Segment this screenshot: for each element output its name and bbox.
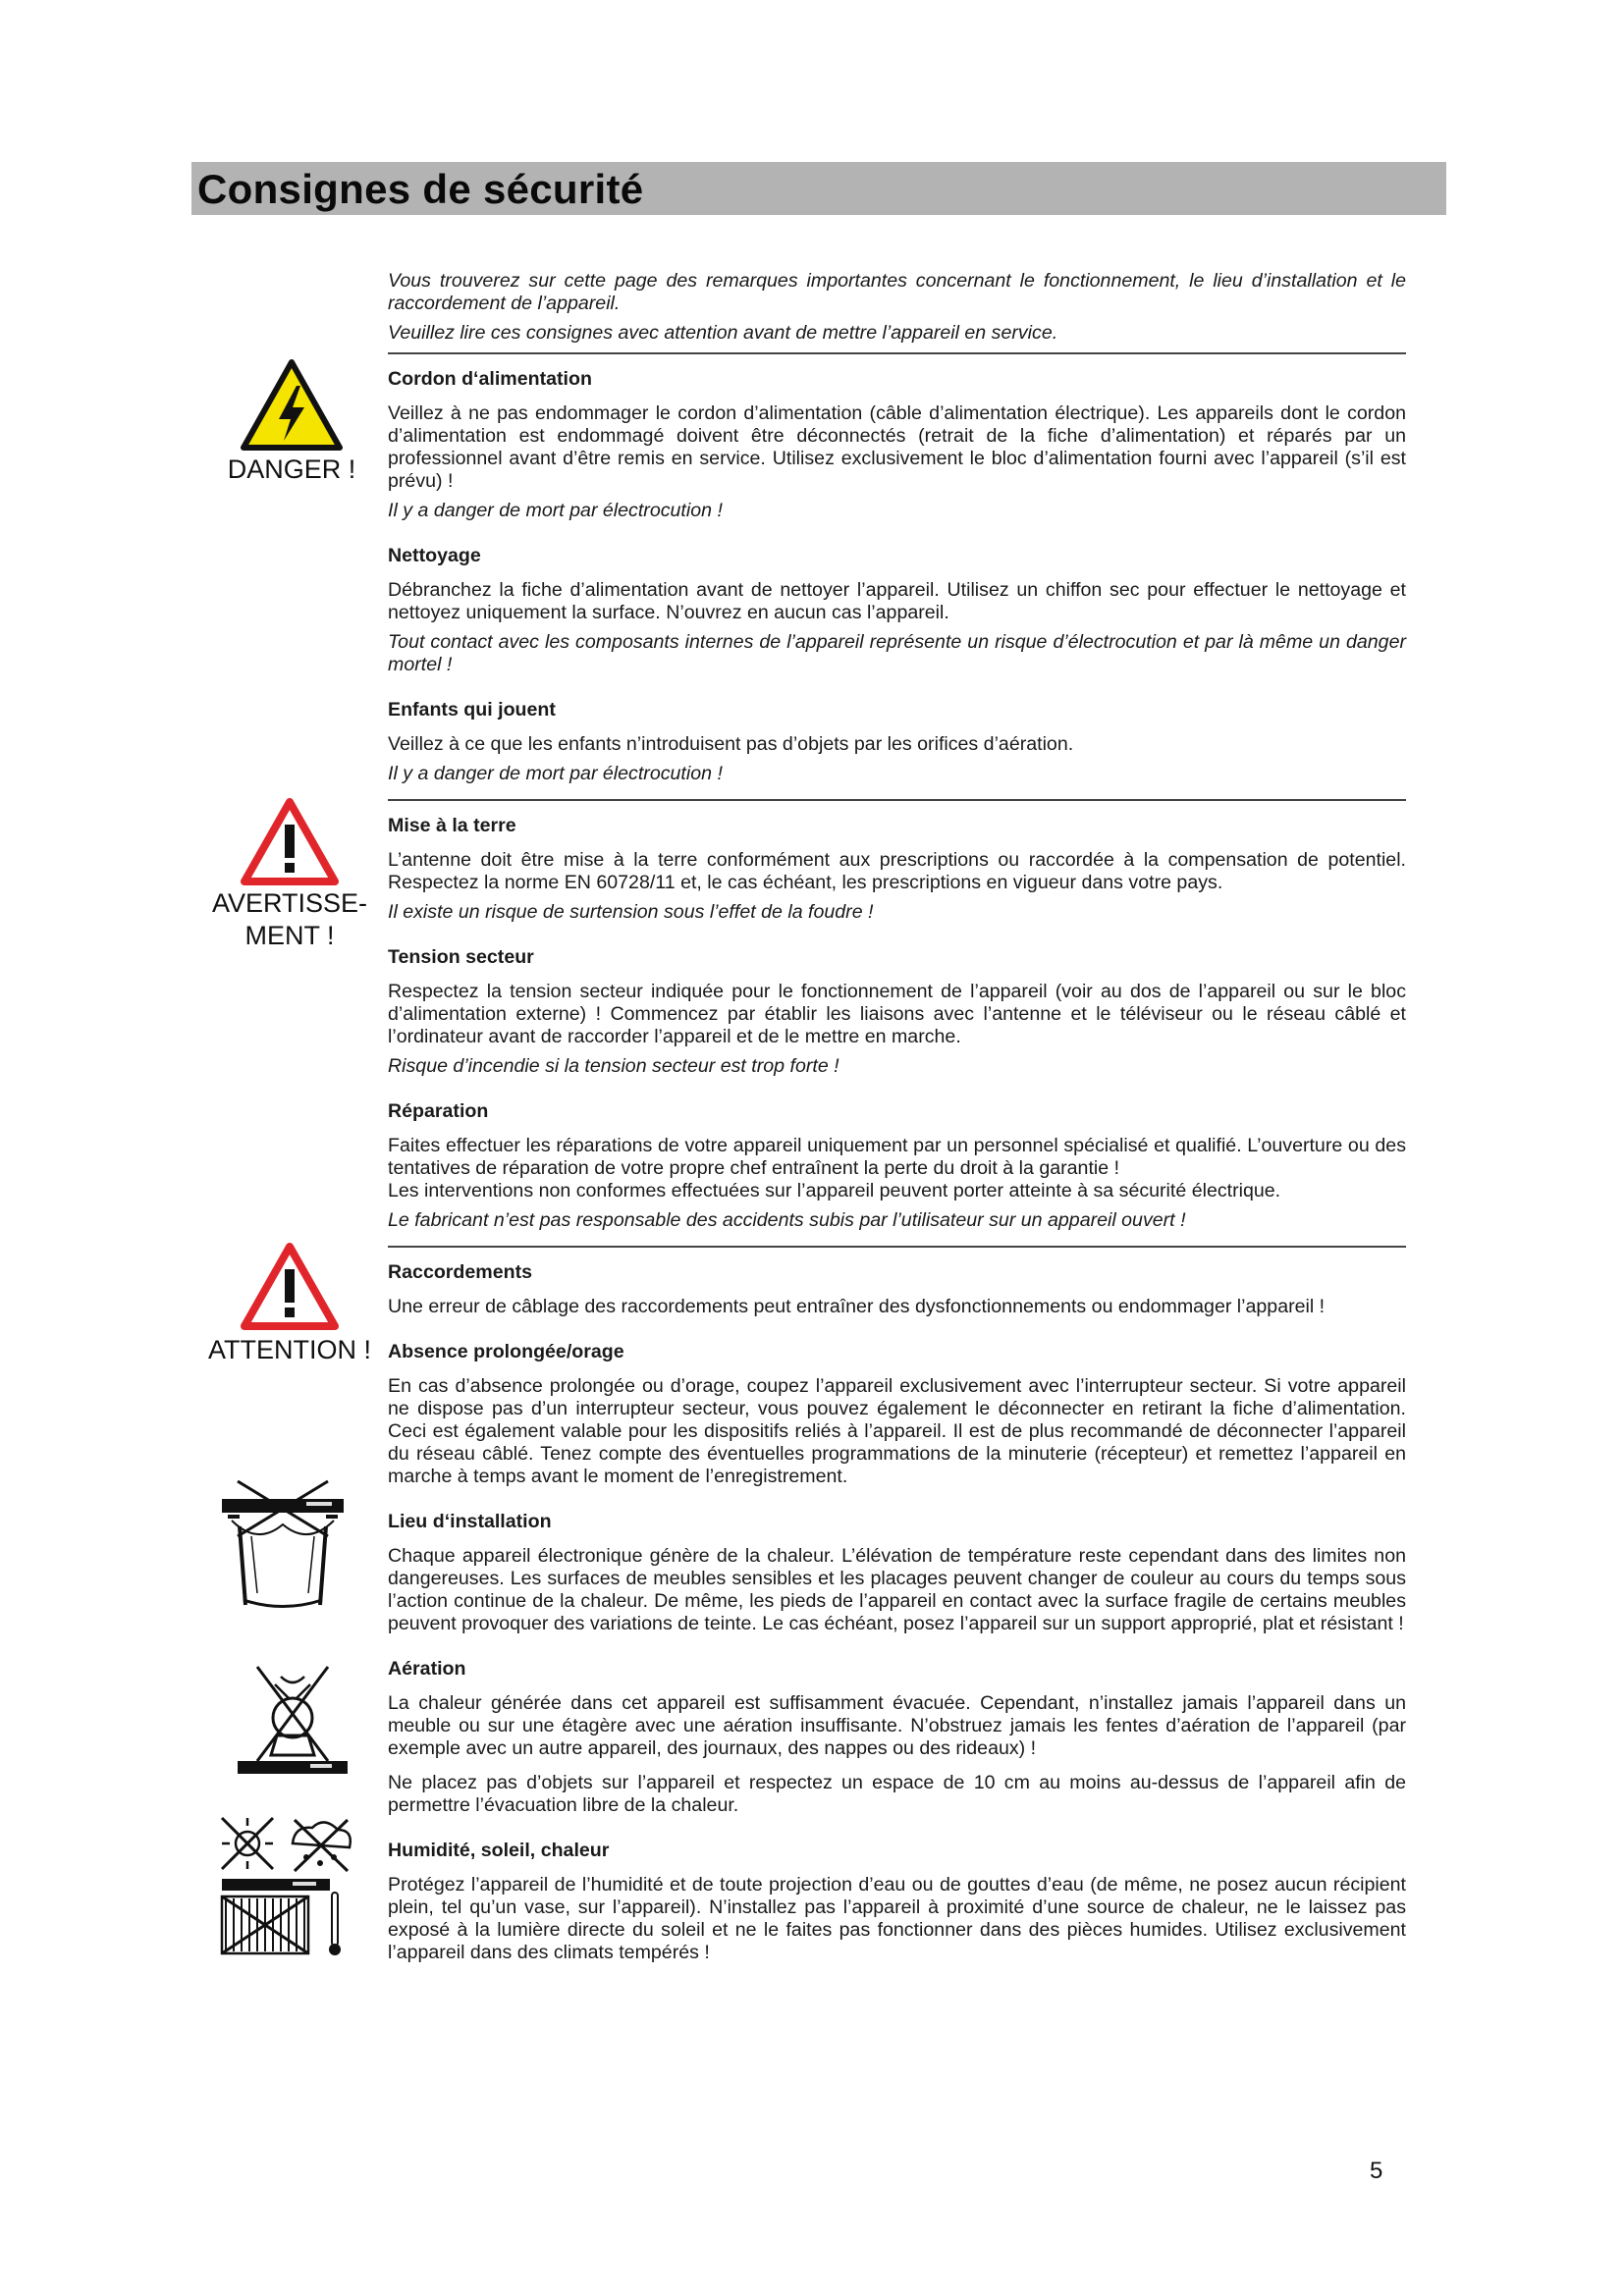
section-warning-tension: Risque d’incendie si la tension secteur est trop forte ! (388, 1055, 839, 1077)
section-heading-reparation: Réparation (388, 1100, 489, 1122)
section-heading-raccordements: Raccordements (388, 1261, 533, 1283)
section-body-nettoyage: Débranchez la fiche d’alimentation avant de nettoyer l’appareil. Utilisez un chiffon sec pour effectuer le nettoyage et nettoyez uniquement la surface. N’ouvrez en aucun cas l’appareil. (388, 579, 1406, 623)
exclamation-triangle-icon (241, 797, 339, 885)
danger-warning (218, 358, 365, 486)
attention-warning (201, 1242, 378, 1366)
section-heading-nettoyage: Nettoyage (388, 545, 481, 566)
section-heading-enfants: Enfants qui jouent (388, 699, 556, 721)
high-voltage-icon (240, 358, 344, 452)
ventilation-pictogram (232, 1659, 353, 1782)
no-soft-surface-icon (218, 1477, 348, 1615)
section-warning-enfants: Il y a danger de mort par électrocution ! (388, 763, 723, 784)
section-body-tension: Respectez la tension secteur indiquée pour le fonctionnement de l’appareil (voir au dos de l’appareil ou sur le bloc d’alimentation externe) ! Commencez par établir les liaisons avec l’antenne et le téléviseur ou le réseau câblé et l’ordinateur avant de raccorder l’appareil et de le mettre en marche. (388, 981, 1406, 1047)
installation-pictogram (218, 1477, 348, 1615)
section-warning-reparation: Le fabricant n’est pas responsable des accidents subis par l’utilisateur sur un appareil ouvert ! (388, 1209, 1186, 1231)
section-warning-terre: Il existe un risque de surtension sous l’effet de la foudre ! (388, 901, 874, 923)
section-body-cordon: Veillez à ne pas endommager le cordon d’alimentation (câble d’alimentation électrique). Les appareils dont le cordon d’alimentation est endommagé doivent être déconnectés (retrait de la fiche d’alimentation) et réparés par un professionnel avant d’être remis en service. Utilisez exclusivement le bloc d’alimentation fourni avec l’appareil (s’il est prévu) ! (388, 402, 1406, 492)
no-objects-on-device-icon (232, 1659, 353, 1782)
section-body2-aeration: Ne placez pas d’objets sur l’appareil et respectez un espace de 10 cm au moins au-dessus de l’appareil afin de permettre l’évacuation libre de la chaleur. (388, 1772, 1406, 1816)
section-heading-absence: Absence prolongée/orage (388, 1341, 624, 1362)
humidity-pictogram (216, 1814, 359, 1959)
section-heading-humidite: Humidité, soleil, chaleur (388, 1840, 610, 1861)
attention-label: ATTENTION ! (208, 1335, 371, 1364)
section-heading-terre: Mise à la terre (388, 815, 516, 836)
page-title: Consignes de sécurité (197, 166, 644, 212)
section-body-humidite: Protégez l’appareil de l’humidité et de toute projection d’eau ou de gouttes d’eau (de même, ne posez aucun récipient plein, tel qu’un vase, sur l’appareil). N’installez pas l’appareil à proximité d’une source de chaleur, ne le laissez pas exposé à la lumière directe du soleil et ne le faites pas fonctionner dans des pièces humides. Utilisez exclusivement l’appareil dans des climats tempérés ! (388, 1874, 1406, 1963)
exclamation-triangle-icon (241, 1242, 339, 1330)
intro-paragraph: Vous trouverez sur cette page des remarques importantes concernant le fonctionnement, le lieu d’installation et le raccordement de l’appareil. (388, 270, 1406, 314)
section-divider (388, 1246, 1406, 1248)
section-divider (388, 799, 1406, 801)
section-heading-aeration: Aération (388, 1658, 466, 1680)
section-divider (388, 352, 1406, 354)
page-number: 5 (1370, 2158, 1383, 2184)
section-body2-reparation: Les interventions non conformes effectuées sur l’appareil peuvent porter atteinte à sa sécurité électrique. (388, 1180, 1281, 1201)
danger-label: DANGER ! (227, 454, 356, 484)
avertissement-warning (206, 797, 373, 952)
section-body-lieu: Chaque appareil électronique génère de la chaleur. L’élévation de température reste cependant dans des limites non dangereuses. Les surfaces de meubles sensibles et les placages peuvent changer de couleur au cours du temps sous l’action continue de la chaleur. De même, les pieds de l’appareil en contact avec la surface fragile de certains meubles peuvent provoquer des variations de teinte. Le cas échéant, posez l’appareil sur un support approprié, plat et résistant ! (388, 1545, 1406, 1634)
title-bar (191, 162, 1446, 215)
section-body-absence: En cas d’absence prolongée ou d’orage, coupez l’appareil exclusivement avec l’interrupteur secteur. Si votre appareil ne dispose pas d’un interrupteur secteur, vous pouvez également le déconnecter en retirant la fiche d’alimentation. Ceci est également valable pour les dispositifs reliés à l’appareil. Il est de plus recommandé de déconnecter l’appareil du réseau câblé. Tenez compte des éventuelles programmations de la minuterie (récepteur) et remettez l’appareil en marche à temps avant le moment de l’enregistrement. (388, 1375, 1406, 1487)
safety-content (388, 270, 1406, 1964)
section-body-enfants: Veillez à ce que les enfants n’introduisent pas d’objets par les orifices d’aération. (388, 733, 1074, 755)
section-heading-cordon: Cordon d‘alimentation (388, 368, 592, 390)
section-body-raccordements: Une erreur de câblage des raccordements peut entraîner des dysfonctionnements ou endommager l’appareil ! (388, 1296, 1326, 1317)
section-body-reparation: Faites effectuer les réparations de votre appareil uniquement par un personnel spécialisé et qualifié. L’ouverture ou des tentatives de réparation de votre propre chef entraînent la perte du droit à la garantie ! (388, 1135, 1406, 1179)
section-body-aeration: La chaleur générée dans cet appareil est suffisamment évacuée. Cependant, n’installez jamais l’appareil dans un meuble ou sur une étagère avec une aération insuffisante. N’obstruez jamais les fentes d’aération de l’appareil (par exemple avec un autre appareil, des journaux, des nappes ou des rideaux) ! (388, 1692, 1406, 1759)
section-warning-nettoyage: Tout contact avec les composants internes de l’appareil représente un risque d’électrocution et par là même un danger mortel ! (388, 631, 1406, 675)
avertissement-label: AVERTISSE- MENT ! (211, 888, 368, 950)
section-heading-lieu: Lieu d‘installation (388, 1511, 552, 1532)
intro-instruction: Veuillez lire ces consignes avec attention avant de mettre l’appareil en service. (388, 322, 1058, 344)
section-body-terre: L’antenne doit être mise à la terre conformément aux prescriptions ou raccordée à la compensation de potentiel. Respectez la norme EN 60728/11 et, le cas échéant, les prescriptions en vigueur dans votre pays. (388, 849, 1406, 893)
section-heading-tension: Tension secteur (388, 946, 534, 968)
section-warning-cordon: Il y a danger de mort par électrocution ! (388, 500, 723, 521)
no-sun-humidity-heat-icon (216, 1814, 359, 1959)
